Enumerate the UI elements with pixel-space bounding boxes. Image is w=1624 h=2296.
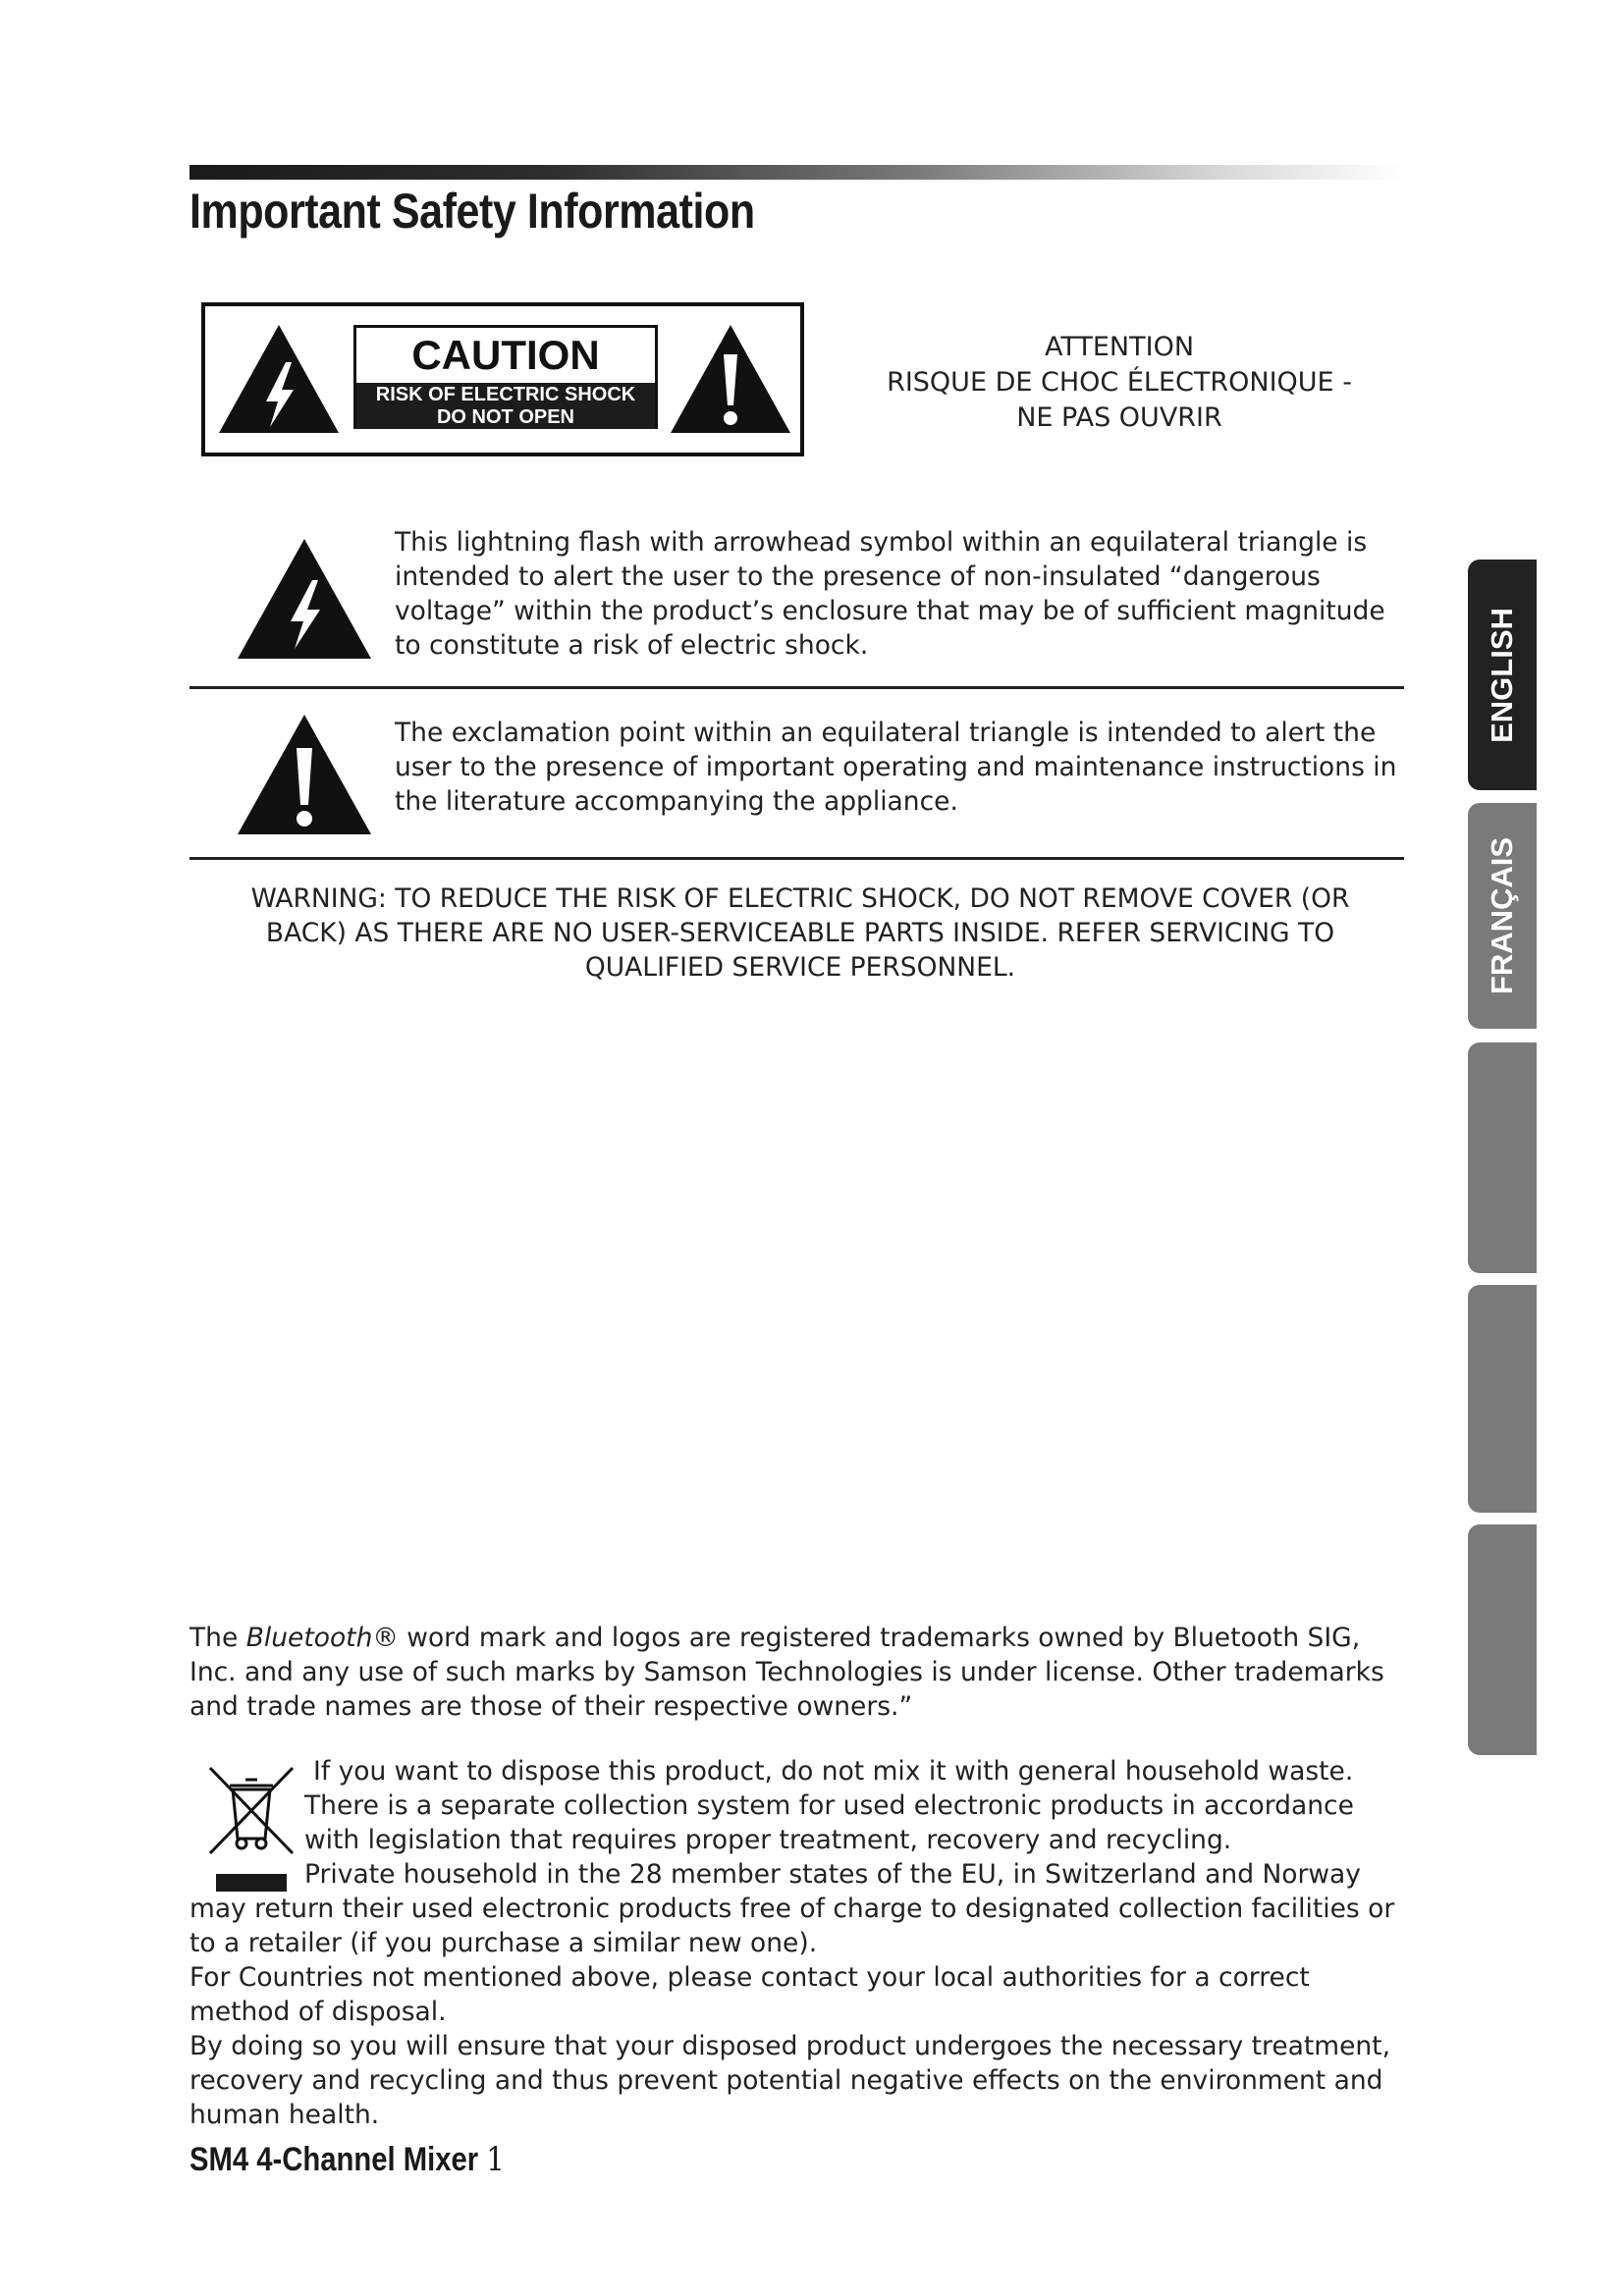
exclamation-triangle-icon (667, 321, 794, 437)
trademark-rest: word mark and logos are registered trademarks owned by Bluetooth SIG, Inc. and any use of such marks by Samson Technologies is under license. Other trademarks and trade names are those of their respective owners.” (189, 1623, 1384, 1722)
attention-line-2: RISQUE DE CHOC ÉLECTRONIQUE - (887, 367, 1352, 398)
tab-language-5[interactable] (1468, 1524, 1537, 1755)
attention-line-1: ATTENTION (1044, 332, 1195, 362)
page-number: 1 (486, 2140, 505, 2179)
tab-english[interactable] (1468, 560, 1537, 790)
tab-english-label: ENGLISH (1485, 607, 1519, 743)
tab-language-3[interactable] (1468, 1042, 1537, 1273)
page-title: Important Safety Information (189, 184, 755, 239)
disposal-paragraph-4: By doing so you will ensure that your disposed product undergoes the necessary treatment, recovery and recycling and thus prevent potential negative effects on the environment and human health. (189, 2031, 1390, 2130)
disposal-paragraph-1: If you want to dispose this product, do not mix it with general household waste. There is a separate collection system for used electronic products in accordance with legislation that requires proper treatment, recovery and recycling. (304, 1756, 1354, 1855)
caution-line-1: RISK OF ELECTRIC SHOCK (375, 383, 636, 405)
lightning-note: This lightning flash with arrowhead symbol within an equilateral triangle is intended to alert the user to the presence of non-insulated “dangerous voltage” within the product’s enclosure that may be of sufficient magnitude to constitute a risk of electric shock. (395, 527, 1385, 661)
lightning-triangle-icon (215, 321, 343, 437)
trademark-notice (189, 1621, 1404, 1724)
tab-francais[interactable] (1468, 803, 1537, 1029)
trademark-prefix: The (189, 1623, 246, 1653)
divider (189, 857, 1404, 860)
warning-text: WARNING: TO REDUCE THE RISK OF ELECTRIC SHOCK, DO NOT REMOVE COVER (OR BACK) AS THERE ARE NO USER-SERVICEABLE PARTS INSIDE. REFER SERVICING TO QUALIFIED SERVICE PERSONNEL. (250, 883, 1350, 983)
footer-title: SM4 4-Channel Mixer (189, 2141, 479, 2178)
caution-word: CAUTION (411, 332, 600, 378)
exclamation-note: The exclamation point within an equilateral triangle is intended to alert the user to the presence of important operating and maintenance instructions in the literature accompanying the appliance. (395, 718, 1397, 817)
caution-plate (353, 325, 658, 429)
caution-label-graphic (201, 302, 804, 456)
disposal-paragraph-3: For Countries not mentioned above, please contact your local authorities for a correct method of disposal. (189, 1962, 1310, 2027)
tab-language-4[interactable] (1468, 1285, 1537, 1513)
tab-francais-label: FRANÇAIS (1485, 836, 1519, 995)
header-rule (189, 165, 1404, 180)
bluetooth-brand: Bluetooth® (245, 1623, 399, 1653)
caution-subtext (356, 383, 655, 429)
attention-line-3: NE PAS OUVRIR (1016, 402, 1222, 433)
attention-notice (864, 330, 1375, 436)
disposal-paragraph-2: Private household in the 28 member states of the EU, in Switzerland and Norway may return their used electronic products free of charge to designated collection facilities or to a retailer (if you purchase a similar new one). (189, 1859, 1395, 1958)
caution-line-2: DO NOT OPEN (436, 405, 574, 428)
divider (189, 686, 1404, 689)
page-footer (189, 2140, 505, 2179)
exclamation-triangle-icon (234, 711, 375, 838)
disposal-section (189, 1754, 1407, 2132)
lightning-triangle-icon (234, 535, 375, 663)
